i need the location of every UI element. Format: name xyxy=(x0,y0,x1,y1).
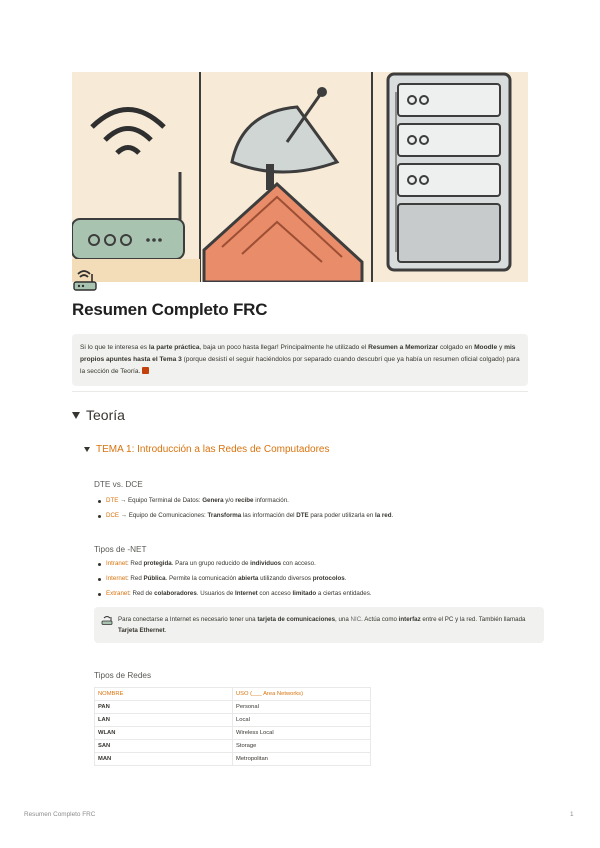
heading-net-types: Tipos de -NET xyxy=(94,545,147,554)
heading-redes: Tipos de Redes xyxy=(94,671,152,680)
divider xyxy=(72,391,528,392)
cover-image xyxy=(72,72,528,282)
table-cell: Wireless Local xyxy=(233,727,371,740)
intro-callout: Si lo que te interesa es la parte práctica, baja un poco hasta llegar! Principalmente he utilizado el Resumen a Memorizar colgado en Moodle y mis propios apuntes hasta el Tema 3 (porque desistí el seguir haciéndolos por separado cuando descubrí que ya había un resumen oficial colgado) para la sección de Teoría. xyxy=(72,334,528,386)
table-cell: PAN xyxy=(95,701,233,714)
list-item: DTE → Equipo Terminal de Datos: Genera y/o recibe información. xyxy=(94,495,393,510)
table-cell: MAN xyxy=(95,753,233,766)
server-rack-illustration xyxy=(388,74,510,270)
toggle-tema-1[interactable] xyxy=(84,444,329,455)
footer-page-number: 1 xyxy=(570,811,574,818)
table-cell: Metropolitan xyxy=(233,753,371,766)
list-item: DCE → Equipo de Comunicaciones: Transforma las información del DTE para poder utilizarla en la red. xyxy=(94,510,393,525)
table-cell: WLAN xyxy=(95,727,233,740)
footer-title: Resumen Completo FRC xyxy=(24,811,96,818)
table-cell: SAN xyxy=(95,740,233,753)
subsection-title: TEMA 1: Introducción a las Redes de Computadores xyxy=(96,444,330,455)
table-row xyxy=(95,753,371,766)
nic-callout: Para conectarse a Internet es necesario tener una tarjeta de comunicaciones, una NIC. Actúa como interfaz entre el PC y la red. También llamada Tarjeta Ethernet. xyxy=(94,607,544,643)
table-header-cell: NOMBRE xyxy=(95,688,233,701)
section-title: Teoría xyxy=(86,407,125,423)
dte-dce-list xyxy=(94,495,393,525)
router-icon xyxy=(101,615,113,625)
table-cell: Storage xyxy=(233,740,371,753)
toggle-triangle-icon[interactable] xyxy=(72,412,80,419)
table-cell: Personal xyxy=(233,701,371,714)
table-row xyxy=(95,727,371,740)
heading-dte-dce: DTE vs. DCE xyxy=(94,480,143,489)
page-title: Resumen Completo FRC xyxy=(72,300,268,319)
list-item: Extranet: Red de colaboradores. Usuarios de Internet con acceso limitado a ciertas entidades. xyxy=(94,588,372,603)
table-header-row xyxy=(95,688,371,701)
table-header-cell: USO (___ Area Networks) xyxy=(233,688,371,701)
flag-icon xyxy=(142,367,149,374)
table-cell: Local xyxy=(233,714,371,727)
list-item: Intranet: Red protegida. Para un grupo reducido de individuos con acceso. xyxy=(94,558,372,573)
table-row xyxy=(95,701,371,714)
table-row xyxy=(95,740,371,753)
toggle-teoria[interactable] xyxy=(72,407,125,423)
toggle-triangle-icon[interactable] xyxy=(84,447,90,452)
redes-table xyxy=(94,687,371,766)
list-item: Internet: Red Pública. Permite la comunicación abierta utilizando diversos protocolos. xyxy=(94,573,372,588)
table-row xyxy=(95,714,371,727)
net-types-list xyxy=(94,558,372,603)
router-page-icon xyxy=(72,268,98,292)
table-cell: LAN xyxy=(95,714,233,727)
